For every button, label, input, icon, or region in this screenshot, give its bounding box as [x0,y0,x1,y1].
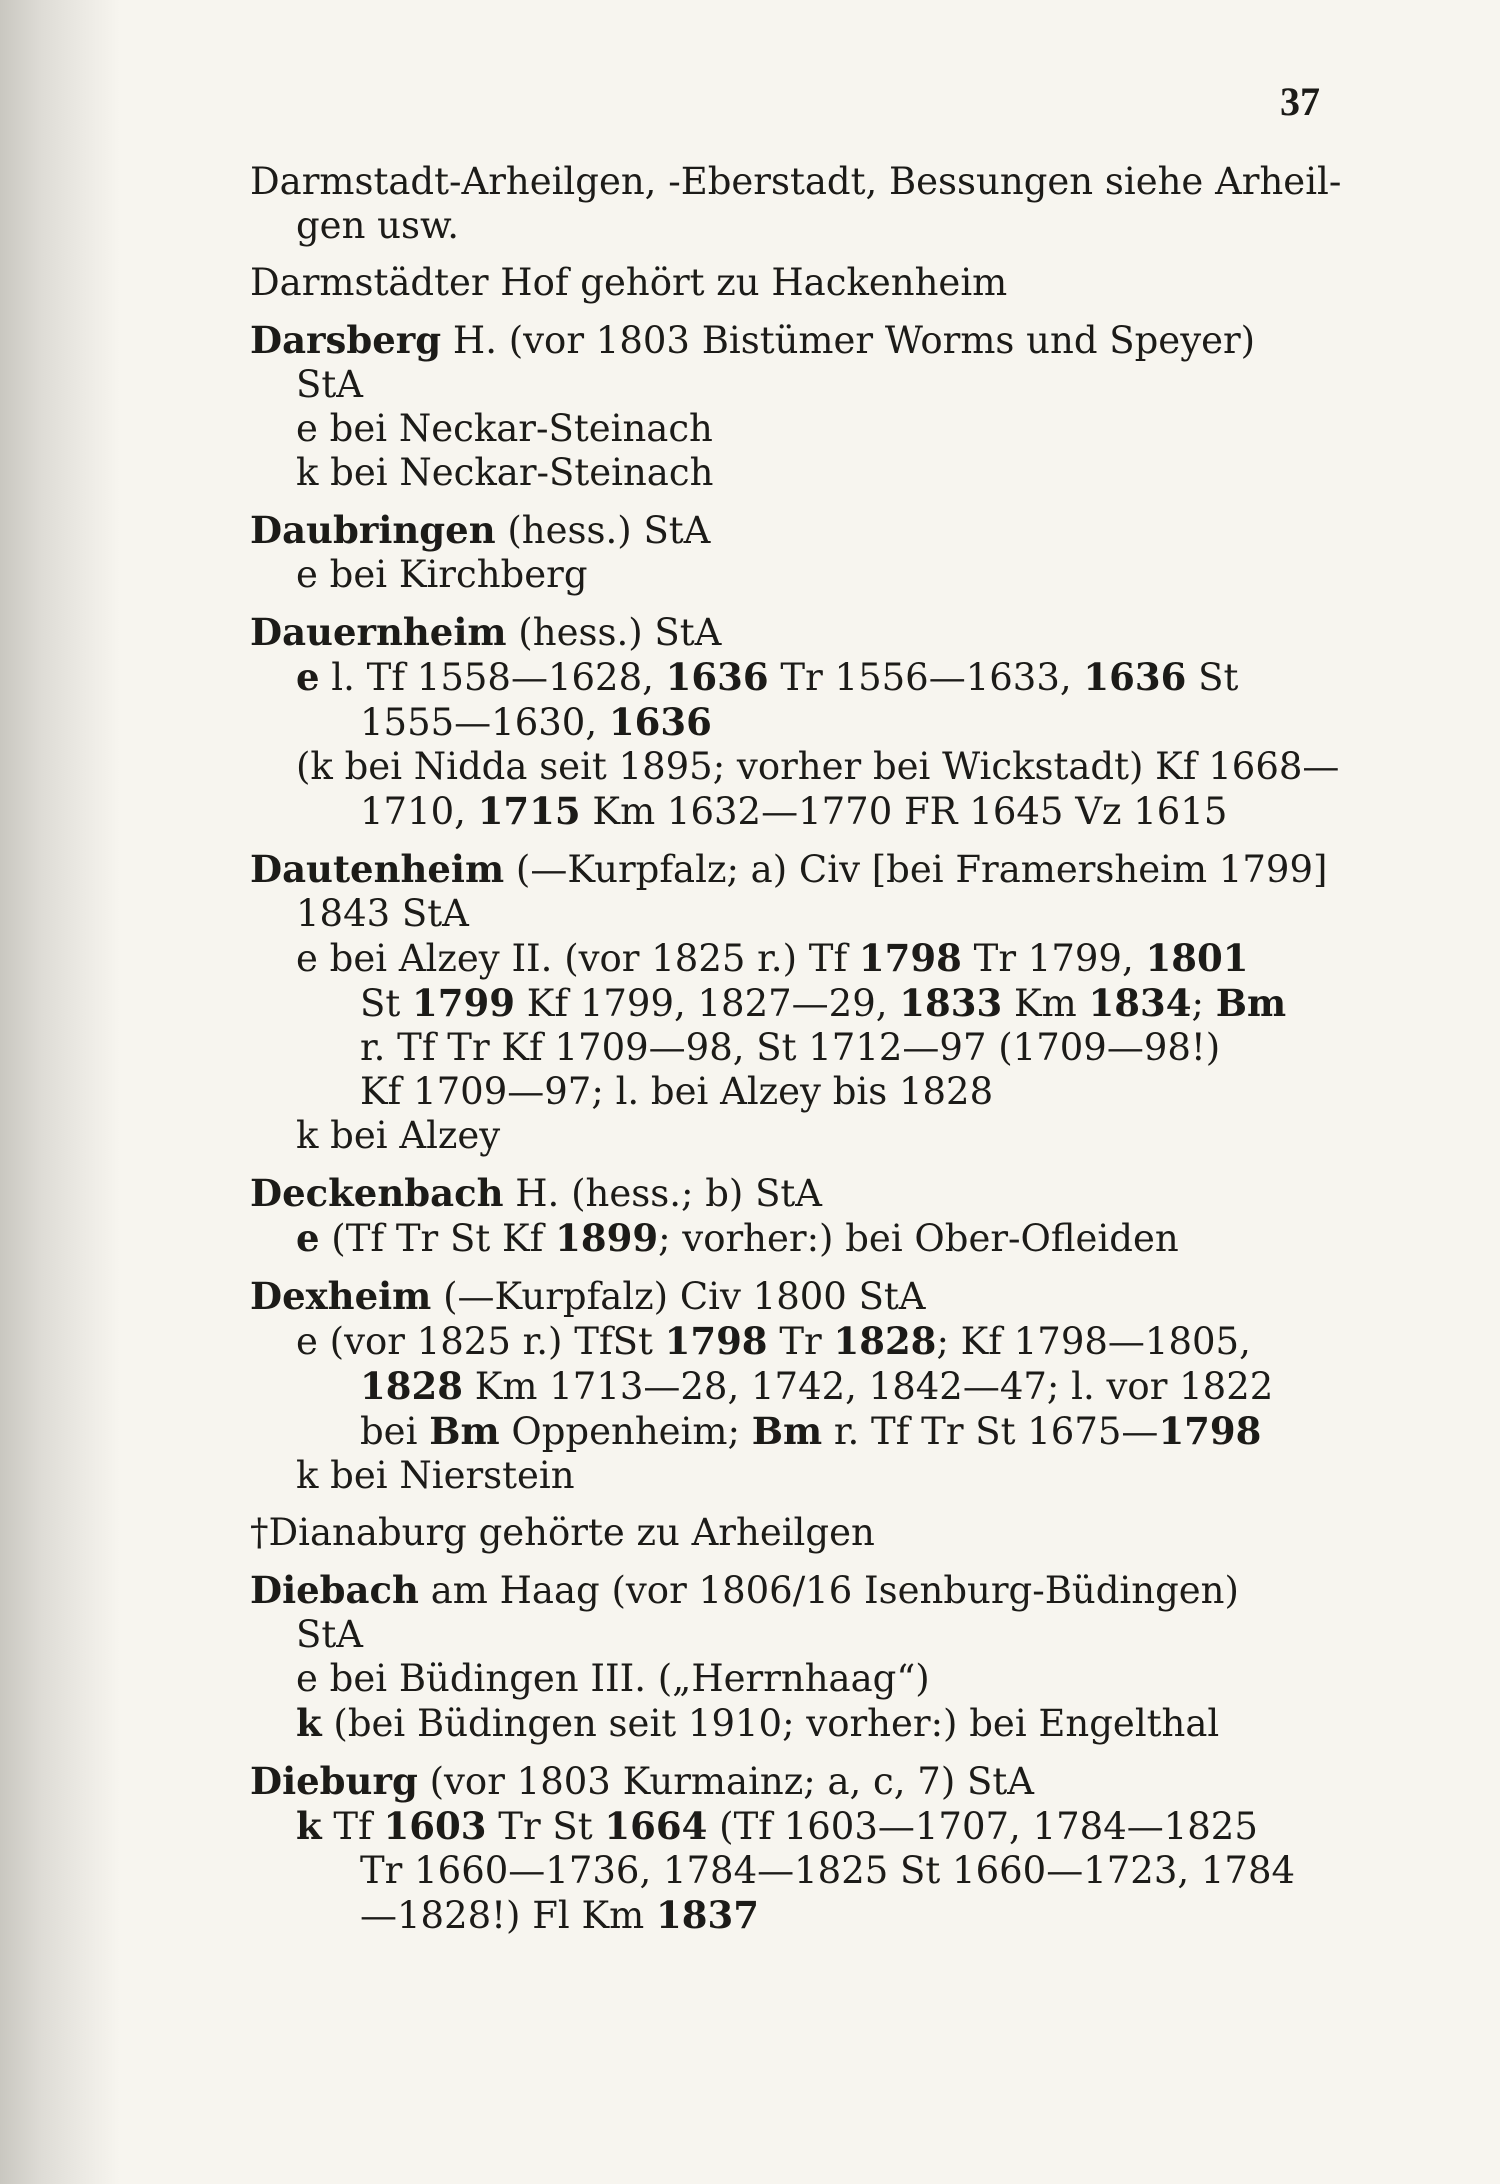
text-run: e (vor 1825 r.) TfSt [296,1320,665,1363]
text-run: †Dianaburg gehörte zu Arheilgen [250,1511,875,1554]
text-run: e bei Neckar-Steinach [296,407,713,450]
text-run: ; Kf 1798—1805, [936,1320,1251,1363]
text-run: Km 1713—28, 1742, 1842—47; l. vor 1822 [462,1365,1274,1408]
bold-text: 1636 [665,655,769,699]
text-run: (—Kurpfalz; a) Civ [bei Framersheim 1799] [504,848,1328,891]
text-run: k bei Alzey [296,1114,501,1157]
text-run: k bei Nierstein [296,1454,575,1497]
entry-line [250,1319,1320,1364]
text-run: (hess.) StA [495,509,711,552]
entry-line [250,1849,1320,1893]
entry-headline [250,1511,1320,1555]
text-run: r. Tf Tr Kf 1709—98, St 1712—97 (1709—98!) [360,1026,1221,1069]
entry-line [250,1701,1320,1746]
text-run: Tf [321,1805,384,1848]
entry-headline [250,160,1342,204]
text-run: —1828!) Fl Km [360,1894,656,1937]
entry-headline [250,847,1328,892]
book-gutter-shadow [0,0,120,2184]
text-run: Km [1002,982,1089,1025]
bold-text: 1837 [655,1893,759,1937]
bold-text: e [296,1216,320,1260]
text-run: St [360,982,412,1025]
entry-line [250,789,1320,834]
bold-text: 1636 [1083,655,1187,699]
text-run: 1710, [360,790,478,833]
entry-line [250,1804,1320,1849]
text-run: (k bei Nidda seit 1895; vorher bei Wickstadt) Kf 1668— [296,745,1340,788]
text-run: e bei Kirchberg [296,553,588,596]
entry-line [250,1364,1320,1409]
text-run: gen usw. [296,204,460,247]
text-run: (hess.) StA [506,611,722,654]
bold-text: 1833 [899,981,1003,1025]
entry-headline [250,261,1320,305]
text-run: Kf 1709—97; l. bei Alzey bis 1828 [360,1070,994,1113]
text-run: StA [296,1613,363,1656]
entry-headline [250,1274,1320,1319]
text-run: 1843 StA [296,892,469,935]
text-run: r. Tf Tr St 1675— [822,1410,1159,1453]
entry-line [250,1613,1320,1657]
text-run: am Haag (vor 1806/16 Isenburg-Büdingen) [418,1569,1239,1612]
entry-headline [250,318,1320,363]
entry-headline [250,1759,1320,1804]
bold-text: k [296,1701,322,1745]
bold-text: k [296,1804,322,1848]
place-name: Dexheim [250,1274,432,1318]
place-name: Dieburg [250,1759,418,1803]
entry-line [250,1454,1320,1498]
entry-line [250,1893,1320,1938]
text-run: Tr 1799, [961,937,1146,980]
text-run: StA [296,363,363,406]
bold-text: e [296,655,320,699]
text-run: Tr [767,1320,834,1363]
text-run: (bei Büdingen seit 1910; vorher:) bei Engelthal [321,1702,1220,1745]
bold-text: Bm [1215,981,1287,1025]
text-run: Oppenheim; [499,1410,752,1453]
text-run: (Tf 1603—1707, 1784—1825 [707,1805,1258,1848]
text-run: (—Kurpfalz) Civ 1800 StA [431,1275,926,1318]
entry-headline [250,1568,1320,1613]
bold-text: 1899 [555,1216,659,1260]
text-run: bei [360,1410,430,1453]
place-name: Darsberg [250,318,442,362]
place-name: Dautenheim [250,847,505,891]
text-run: Darmstadt-Arheilgen, -Eberstadt, Bessungen siehe Arheil- [250,160,1342,203]
text-run: l. Tf 1558—1628, [319,656,666,699]
entry-headline [250,1171,1320,1216]
text-run: k bei Neckar-Steinach [296,451,714,494]
bold-text: 1798 [664,1319,768,1363]
entry-line [250,892,1320,936]
entry-headline [250,508,1320,553]
bold-text: 1636 [608,700,712,744]
entry-headline [250,610,1320,655]
entry-line [250,1026,1320,1070]
text-run: ; [1191,982,1216,1025]
text-run: (vor 1803 Kurmainz; a, c, 7) StA [417,1760,1034,1803]
text-run: Km 1632—1770 FR 1645 Vz 1615 [580,790,1228,833]
text-run: Tr 1660—1736, 1784—1825 St 1660—1723, 1784 [360,1849,1296,1892]
text-run: St [1186,656,1239,699]
entry-line [250,1070,1320,1114]
entry-line [250,1216,1320,1261]
bold-text: 1798 [1158,1409,1262,1453]
text-run: H. (vor 1803 Bistümer Worms und Speyer) [441,319,1256,362]
entry-line [250,745,1340,789]
gazetteer-entry-list [250,160,1342,1938]
text-run: H. (hess.; b) StA [503,1172,823,1215]
text-run: Kf 1799, 1827—29, [514,982,900,1025]
entry-line [250,553,1320,597]
text-run: e bei Alzey II. (vor 1825 r.) Tf [296,937,859,980]
entry-line [250,451,1320,495]
entry-line [250,936,1320,981]
bold-text: 1801 [1145,936,1249,980]
entry-line [250,363,1320,407]
page-number: 37 [1280,79,1320,124]
bold-text: 1603 [383,1804,487,1848]
entry-line [250,700,1320,745]
bold-text: Bm [751,1409,823,1453]
bold-text: 1834 [1088,981,1192,1025]
bold-text: 1798 [858,936,962,980]
bold-text: 1828 [360,1364,463,1408]
text-run: Tr 1556—1633, [768,656,1084,699]
entry-line [250,407,1320,451]
place-name: Daubringen [250,508,496,552]
text-run: Darmstädter Hof gehört zu Hackenheim [250,261,1008,304]
entry-line [250,1657,1320,1701]
text-run: Tr St [486,1805,605,1848]
text-run: e bei Büdingen III. („Herrnhaag“) [296,1657,930,1700]
bold-text: 1715 [477,789,581,833]
entry-line [250,204,1320,248]
entry-line [250,981,1320,1026]
entry-line [250,1114,1320,1158]
place-name: Dauernheim [250,610,507,654]
text-run: ; vorher:) bei Ober-Ofleiden [658,1217,1179,1260]
bold-text: Bm [429,1409,500,1453]
place-name: Diebach [250,1568,419,1612]
bold-text: 1799 [411,981,515,1025]
bold-text: 1664 [604,1804,708,1848]
bold-text: 1828 [833,1319,937,1363]
text-run: 1555—1630, [360,701,609,744]
place-name: Deckenbach [250,1171,504,1215]
entry-line [250,1409,1320,1454]
entry-line [250,655,1320,700]
text-run: (Tf Tr St Kf [319,1217,556,1260]
